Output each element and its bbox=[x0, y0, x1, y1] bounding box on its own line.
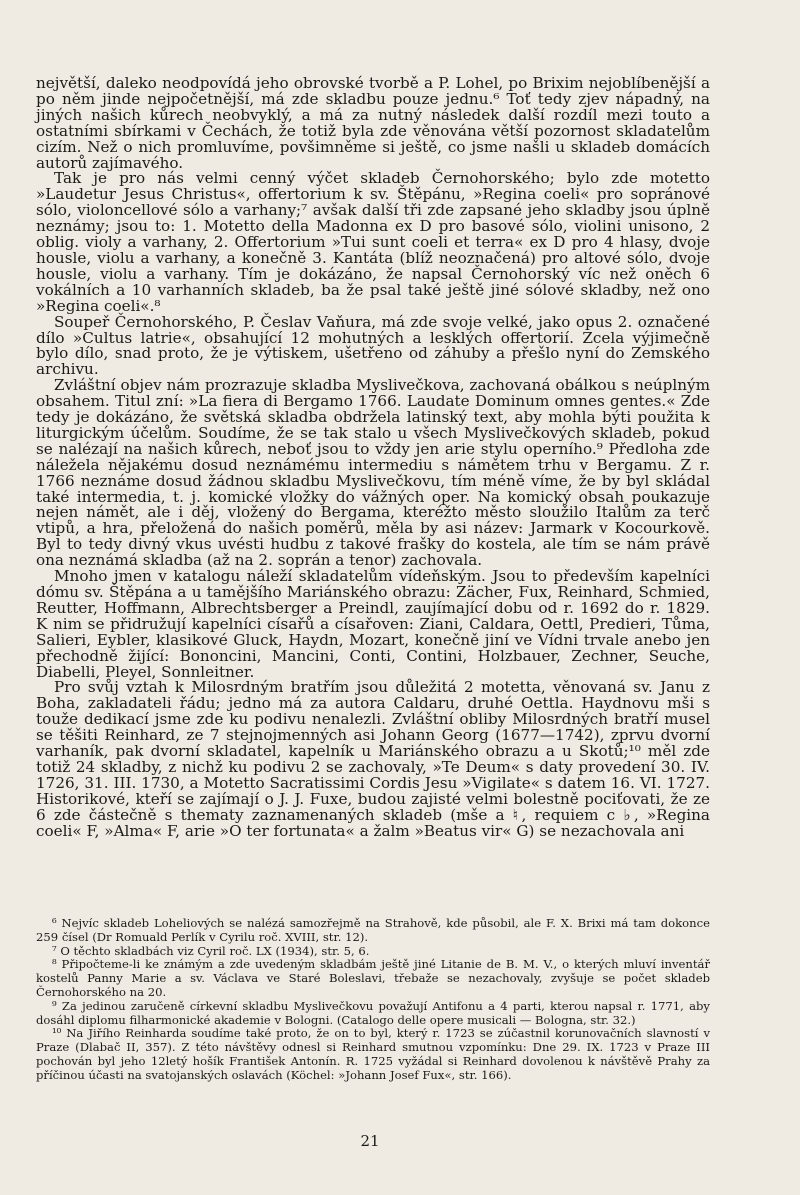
footnote-6: ⁶ Nejvíc skladeb Loheliových se nalézá samozřejmě na Strahově, kde působil, ale F. X. Brixi má tam dokonce 259 čísel (Dr Romuald Perlík v Cyrilu roč. XVIII, str. 12). bbox=[36, 916, 710, 944]
paragraph-3: Soupeř Černohorského, P. Česlav Vaňura, má zde svoje velké, jako opus 2. označené dílo »Cultus latrie«, obsahující 12 mohutných a lesklých offertorií. Zcela výjimečně bylo dílo, snad proto, že je výtiskem, ušetřeno od záhuby a přešlo nyní do Zemského archivu. bbox=[36, 312, 710, 379]
paragraph-2: Tak je pro nás velmi cenný výčet skladeb Černohorského; bylo zde motetto »Laudetur Jesus Christus«, offertorium k sv. Štěpánu, »Regina coeli« pro sopránové sólo, violoncellové sólo a varhany;⁷ avšak další tři zde zapsané jeho skladby jsou úplně neznámy; jsou to: 1. Motetto della Madonna ex D pro basové sólo, violini unisono, 2 oblig. violy a varhany, 2. Offertorium »Tui sunt coeli et terra« ex D pro 4 hlasy, dvoje housle, violu a varhany, a konečně 3. Kantáta (blíž neoznačená) pro altové sólo, dvoje housle, violu a varhany. Tím je dokázáno, že napsal Černohorský víc než oněch 6 vokálních a 10 varhanních skladeb, ba že psal také ještě jiné sólové skladby, než ono »Regina coeli«.⁸ bbox=[36, 169, 710, 315]
main-text bbox=[36, 76, 710, 840]
paragraph-6: Pro svůj vztah k Milosrdným bratřím jsou důležitá 2 motetta, věnovaná sv. Janu z Boha, zakladateli řádu; jedno má za autora Caldaru, druhé Oettla. Haydnovu mši s touže dedikací jsme zde ku podivu nenalezli. Zvláštní obliby Milosrdných bratří musel se těšiti Reinhard, ze 7 stejnojmenných asi Johann Georg (1677—1742), zprvu dvorní varhaník, pak dvorní skladatel, kapelník u Mariánského obrazu a u Skotů;¹⁰ měl zde totiž 24 skladby, z nichž ku podivu 2 se zachovaly, »Te Deum« s daty provedení 30. IV. 1726, 31. III. 1730, a Motetto Sacratissimi Cordis Jesu »Vigilate« s datem 16. VI. 1727. Historikové, kteří se zajímají o J. J. Fuxe, budou zajisté velmi bolestně pociťovati, že ze 6 zde částečně s thematy zaznamenaných skladeb (mše a ♮, requiem c ♭, »Regina coeli« F, »Alma« F, arie »O ter fortunata« a žalm »Beatus vir« G) se nezachovala ani bbox=[36, 678, 710, 840]
paragraph-4: Zvláštní objev nám prozrazuje skladba Myslivečkova, zachovaná obálkou s neúplným obsahem. Titul zní: »La fiera di Bergamo 1766. Laudate Dominum omnes gentes.« Zde tedy je dokázáno, že světská skladba obdržela latinský text, aby mohla býti použita k liturgickým účelům. Soudíme, že se tak stalo u všech Myslivečkových skladeb, pokud se nalézají na našich kůrech, neboť jsou to vždy jen arie stylu operního.⁹ Předloha zde náležela nějakému dosud neznámému intermediu s námětem trhu v Bergamu. Z r. 1766 neznáme dosud žádnou skladbu Myslivečkovu, tím méně víme, že by byl skládal také intermedia, t. j. komické vložky do vážných oper. Na komický obsah poukazuje nejen námět, ale i děj, vložený do Bergama, kteréžto město sloužilo Italům za terč vtipů, a hra, přeložená do našich poměrů, měla by asi název: Jarmark v Kocourkově. Byl to tedy divný vkus uvésti hudbu z takové frašky do kostela, ale tím se nám právě ona neznámá skladba (až na 2. soprán a tenor) zachovala. bbox=[36, 376, 710, 570]
footnote-10: ¹⁰ Na Jiřího Reinharda soudíme také proto, že on to byl, který r. 1723 se zúčastnil korunovačních slavností v Praze (Dlabač II, 357). Z této návštěvy odnesl si Reinhard smutnou vzpomínku: Dne 29. IX. 1723 v Praze III pochován byl jeho 12letý hošík František Antonín. R. 1725 vyžádal si Reinhard dovolenou k návštěvě Prahy za příčinou účasti na svatojanských oslavách (Köchel: »Johann Josef Fux«, str. 166). bbox=[36, 1026, 710, 1082]
footnote-8: ⁸ Připočteme-li ke známým a zde uvedeným skladbám ještě jiné Litanie de B. M. V., o kterých mluví inventář kostelů Panny Marie a sv. Václava ve Staré Boleslavi, třebaže se nezachovaly, zvyšuje se počet skladeb Černohorského na 20. bbox=[36, 957, 710, 999]
footnote-9: ⁹ Za jedinou zaručeně církevní skladbu Myslivečkovu považují Antifonu a 4 parti, kterou napsal r. 1771, aby dosáhl diplomu filharmonické akademie v Bologni. (Catalogo delle opere musicali — Bologna, str. 32.) bbox=[36, 998, 710, 1027]
paragraph-5: Mnoho jmen v katalogu náleží skladatelům vídeňským. Jsou to především kapelníci dómu sv. Štěpána a u tamějšího Mariánského obrazu: Zächer, Fux, Reinhard, Schmied, Reutter, Hoffmann, Albrechtsberger a Preindl, zaujímající dobu od r. 1692 do r. 1829. K nim se přidružují kapelníci císařů a císařoven: Ziani, Caldara, Oettl, Predieri, Tůma, Salieri, Eybler, klasikové Gluck, Haydn, Mozart, konečně jiní ve Vídni trvale anebo jen přechodně žijící: Bononcini, Mancini, Conti, Contini, Holzbauer, Zechner, Seuche, Diabelli, Pleyel, Sonnleitner. bbox=[36, 567, 710, 681]
page-number: 21 bbox=[360, 1132, 380, 1150]
paragraph-1: největší, daleko neodpovídá jeho obrovské tvorbě a P. Lohel, po Brixim nejoblíbenější a po něm jinde nejpočetnější, má zde skladbu pouze jednu.⁶ Toť tedy zjev nápadný, na jiných našich kůrech neobvyklý, a má za nutný následek další rozdíl mezi touto a ostatními sbírkami v Čechách, že totiž byla zde věnována větší pozornost skladatelům cizím. Než o nich promluvíme, povšimněme si ještě, co jsme našli u skladeb domácích autorů zajímavého. bbox=[36, 74, 710, 172]
footnotes bbox=[36, 917, 710, 1083]
footnote-7: ⁷ O těchto skladbách viz Cyril roč. LX (1934), str. 5, 6. bbox=[52, 943, 370, 958]
